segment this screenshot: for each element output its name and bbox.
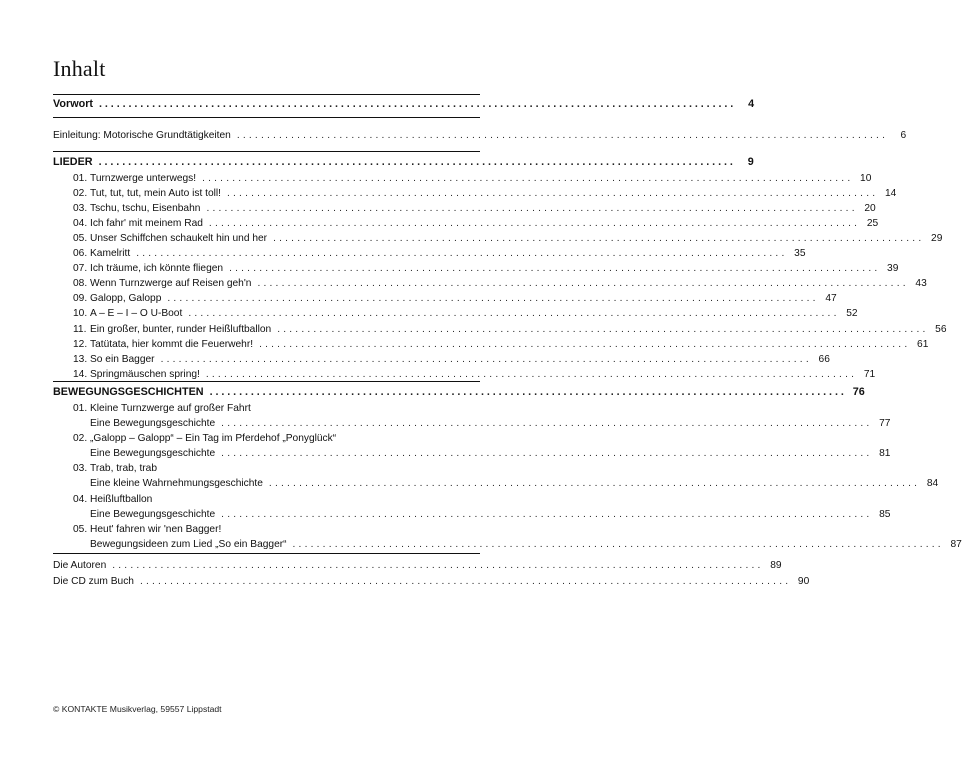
entry-page: 29 bbox=[931, 233, 943, 245]
entry-number: 12. bbox=[73, 338, 88, 350]
leader-dots: ............................................................................................................ bbox=[208, 218, 861, 230]
lied-entry[interactable] bbox=[73, 337, 929, 352]
toc-page: 76 bbox=[852, 386, 865, 398]
entry-number: 03. bbox=[73, 463, 88, 475]
entry-title: Turnzwerge unterwegs! bbox=[90, 173, 197, 184]
leader-dots: ............................................................................................................ bbox=[221, 508, 873, 520]
entry-page: 39 bbox=[887, 263, 899, 275]
geschichte-entry[interactable] bbox=[73, 401, 480, 416]
entry-page: 35 bbox=[794, 248, 806, 260]
entry-title: Wenn Turnzwerge auf Reisen geh'n bbox=[90, 278, 252, 290]
toc-page: 90 bbox=[797, 576, 810, 587]
entry-page: 10 bbox=[860, 173, 872, 184]
entry-page: 85 bbox=[879, 508, 891, 520]
entry-subtitle: Eine Bewegungsgeschichte bbox=[90, 508, 216, 520]
entry-page: 84 bbox=[926, 478, 939, 490]
entry-number: 13. bbox=[73, 353, 88, 365]
entry-title: „Galopp – Galopp“ – Ein Tag im Pferdehof „Ponyglück“ bbox=[90, 433, 337, 445]
leader-dots: ............................................................................................................ bbox=[167, 293, 819, 305]
entry-title: So ein Bagger bbox=[90, 353, 155, 365]
lied-entry[interactable] bbox=[73, 261, 899, 276]
lied-entry[interactable] bbox=[73, 352, 830, 367]
toc-entry-cd[interactable] bbox=[53, 574, 810, 589]
entry-number: 08. bbox=[73, 278, 88, 290]
geschichte-subtitle-row[interactable] bbox=[90, 476, 939, 491]
leader-dots: ............................................................................................................ bbox=[259, 338, 911, 350]
leader-dots: ............................................................................................................ bbox=[139, 576, 792, 587]
entry-number: 06. bbox=[73, 248, 88, 260]
entry-title: Kamelritt bbox=[90, 248, 131, 260]
lied-entry[interactable] bbox=[73, 246, 806, 261]
lied-entry[interactable] bbox=[73, 367, 876, 382]
entry-number: 07. bbox=[73, 263, 88, 275]
entry-number: 11. bbox=[73, 323, 87, 335]
leader-dots: ............................................................................................................ bbox=[209, 386, 847, 398]
entry-page: 47 bbox=[825, 293, 837, 305]
entry-number: 05. bbox=[73, 233, 88, 245]
toc-page: 4 bbox=[748, 98, 755, 110]
entry-page: 66 bbox=[818, 353, 830, 365]
toc-label: Einleitung: Motorische Grundtätigkeiten bbox=[53, 130, 231, 141]
toc-entry-autoren[interactable] bbox=[53, 558, 782, 573]
entry-page: 56 bbox=[935, 323, 947, 335]
entry-number: 09. bbox=[73, 293, 88, 305]
leader-dots: ............................................................................................................ bbox=[277, 323, 929, 335]
leader-dots: ............................................................................................................ bbox=[292, 538, 944, 550]
entry-number: 02. bbox=[73, 188, 88, 200]
entry-subtitle: Eine kleine Wahrnehmungsgeschichte bbox=[90, 478, 263, 490]
leader-dots: ............................................................................................................ bbox=[268, 478, 921, 490]
leader-dots: ............................................................................................................ bbox=[226, 188, 879, 200]
toc-page: 6 bbox=[900, 130, 907, 141]
entry-title: A – E – I – O U-Boot bbox=[90, 308, 183, 320]
entry-title: Ich träume, ich könnte fliegen bbox=[90, 263, 224, 275]
entry-title: Galopp, Galopp bbox=[90, 293, 162, 305]
entry-title: Kleine Turnzwerge auf großer Fahrt bbox=[90, 403, 251, 414]
leader-dots: ............................................................................................................ bbox=[160, 353, 812, 365]
leader-dots: ............................................................................................................ bbox=[206, 203, 858, 215]
entry-page: 52 bbox=[846, 308, 858, 320]
entry-page: 25 bbox=[866, 218, 879, 230]
leader-dots: ............................................................................................................ bbox=[202, 173, 854, 184]
entry-title: Ein großer, bunter, runder Heißluftballon bbox=[90, 323, 272, 335]
divider bbox=[53, 117, 480, 118]
geschichte-subtitle-row[interactable] bbox=[90, 446, 891, 461]
toc-label: Vorwort bbox=[53, 98, 93, 110]
leader-dots: ............................................................................................................ bbox=[136, 248, 788, 260]
entry-number: 03. bbox=[73, 203, 88, 215]
leader-dots: ............................................................................................................ bbox=[99, 98, 737, 110]
entry-number: 14. bbox=[73, 368, 88, 380]
toc-page: 89 bbox=[770, 560, 782, 571]
entry-subtitle: Eine Bewegungsgeschichte bbox=[90, 448, 216, 460]
entry-title: Tschu, tschu, Eisenbahn bbox=[90, 203, 201, 215]
entry-title: Ich fahr' mit meinem Rad bbox=[90, 218, 203, 230]
toc-entry-lieder[interactable] bbox=[53, 155, 754, 170]
divider bbox=[53, 94, 480, 95]
entry-number: 01. bbox=[73, 403, 88, 414]
lied-entry[interactable] bbox=[73, 276, 927, 291]
entry-number: 01. bbox=[73, 173, 88, 184]
entry-number: 10. bbox=[73, 308, 88, 320]
lied-entry[interactable] bbox=[73, 306, 858, 321]
entry-page: 14 bbox=[884, 188, 897, 200]
entry-page: 43 bbox=[915, 278, 927, 290]
entry-title: Tut, tut, tut, mein Auto ist toll! bbox=[90, 188, 221, 200]
lied-entry[interactable] bbox=[73, 231, 943, 246]
entry-number: 05. bbox=[73, 523, 88, 535]
divider bbox=[53, 151, 480, 152]
entry-number: 04. bbox=[73, 493, 88, 505]
page-title: Inhalt bbox=[53, 56, 106, 81]
entry-title: Tatütata, hier kommt die Feuerwehr! bbox=[90, 338, 254, 350]
copyright-footer: © KONTAKTE Musikverlag, 59557 Lippstadt bbox=[53, 704, 222, 714]
lied-entry[interactable] bbox=[73, 322, 947, 337]
entry-title: Heißluftballon bbox=[90, 493, 153, 505]
lied-entry[interactable] bbox=[73, 186, 897, 201]
divider bbox=[53, 381, 480, 382]
leader-dots: ............................................................................................................ bbox=[98, 156, 736, 168]
geschichte-entry[interactable] bbox=[73, 522, 480, 537]
toc-page: 9 bbox=[747, 156, 754, 168]
entry-title: Unser Schiffchen schaukelt hin und her bbox=[90, 233, 268, 245]
geschichte-subtitle-row[interactable] bbox=[90, 537, 962, 552]
entry-page: 87 bbox=[950, 538, 962, 550]
entry-page: 61 bbox=[917, 338, 929, 350]
entry-title: Springmäuschen spring! bbox=[90, 368, 200, 380]
leader-dots: ............................................................................................................ bbox=[257, 278, 909, 290]
entry-page: 77 bbox=[879, 418, 891, 429]
leader-dots: ............................................................................................................ bbox=[221, 448, 873, 460]
divider bbox=[53, 553, 480, 554]
leader-dots: ............................................................................................................ bbox=[229, 263, 881, 275]
toc-entry-bewegungsgeschichten[interactable] bbox=[53, 385, 865, 400]
lied-entry[interactable] bbox=[73, 201, 876, 216]
entry-subtitle: Eine Bewegungsgeschichte bbox=[90, 418, 216, 429]
lied-entry[interactable] bbox=[73, 171, 872, 186]
toc-label: LIEDER bbox=[53, 156, 93, 168]
entry-page: 71 bbox=[863, 368, 876, 380]
toc-label: BEWEGUNGSGESCHICHTEN bbox=[53, 386, 204, 398]
entry-number: 02. bbox=[73, 433, 88, 445]
entry-page: 20 bbox=[864, 203, 876, 215]
lied-entry[interactable] bbox=[73, 216, 879, 231]
geschichte-subtitle-row[interactable] bbox=[90, 507, 891, 522]
lied-entry[interactable] bbox=[73, 291, 837, 306]
entry-subtitle: Bewegungsideen zum Lied „So ein Bagger“ bbox=[90, 538, 287, 550]
entry-page: 81 bbox=[879, 448, 891, 460]
geschichte-entry[interactable] bbox=[73, 431, 480, 446]
geschichte-entry[interactable] bbox=[73, 492, 480, 507]
toc-label: Die CD zum Buch bbox=[53, 576, 134, 587]
leader-dots: ............................................................................................................ bbox=[273, 233, 925, 245]
leader-dots: ............................................................................................................ bbox=[205, 368, 858, 380]
leader-dots: ............................................................................................................ bbox=[112, 560, 764, 571]
leader-dots: ............................................................................................................ bbox=[188, 308, 840, 320]
leader-dots: ............................................................................................................ bbox=[236, 130, 889, 141]
geschichte-subtitle-row[interactable] bbox=[90, 416, 891, 431]
entry-title: Heut' fahren wir 'nen Bagger! bbox=[90, 523, 222, 535]
toc-entry-einleitung[interactable] bbox=[53, 128, 907, 143]
toc-label: Die Autoren bbox=[53, 560, 107, 571]
leader-dots: ............................................................................................................ bbox=[221, 418, 873, 429]
entry-title: Trab, trab, trab bbox=[90, 463, 157, 475]
toc-entry-vorwort[interactable] bbox=[53, 97, 755, 112]
geschichte-entry[interactable] bbox=[73, 461, 480, 476]
entry-number: 04. bbox=[73, 218, 88, 230]
